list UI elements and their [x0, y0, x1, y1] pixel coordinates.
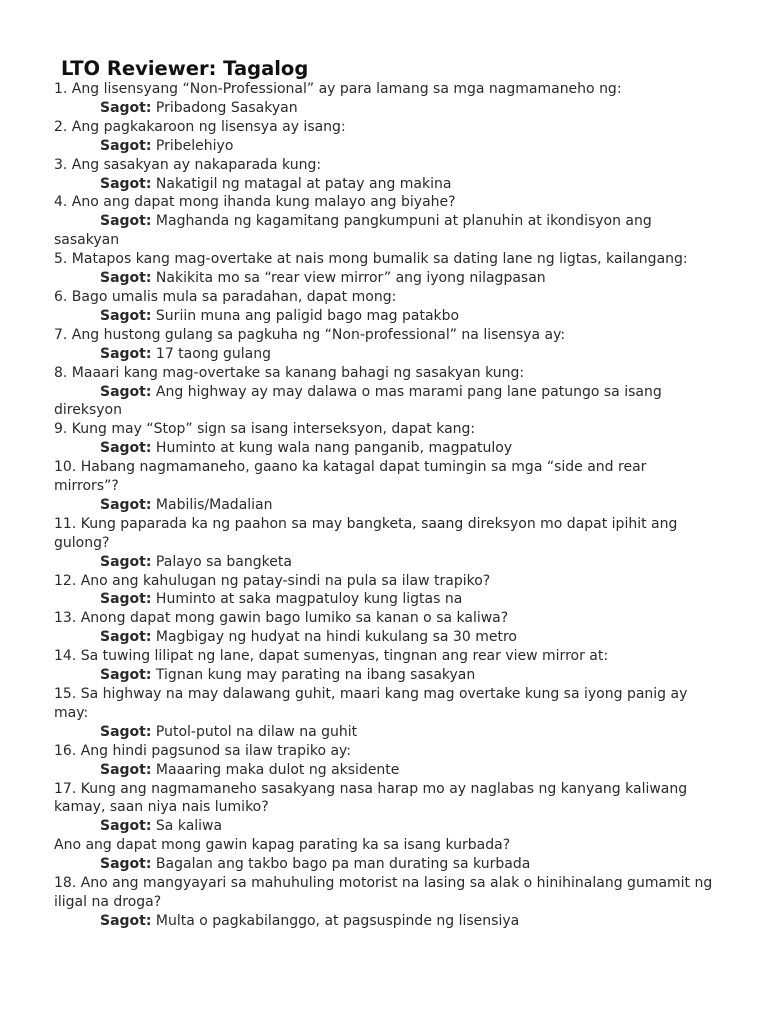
- answer-label: Sagot:: [100, 345, 152, 362]
- question: 18. Ano ang mangyayari sa mahuhuling motorist na lasing sa alak o hinihinalang gumamit ng iligal na droga?: [54, 875, 713, 910]
- question: 9. Kung may “Stop” sign sa isang interseksyon, dapat kang:: [54, 421, 476, 438]
- question: 8. Maaari kang mag-overtake sa kanang bahagi ng sasakyan kung:: [54, 364, 525, 381]
- answer-label: Sagot:: [100, 496, 152, 513]
- question: 14. Sa tuwing lilipat ng lane, dapat sumenyas, tingnan ang rear view mirror at:: [54, 648, 609, 665]
- question: 3. Ang sasakyan ay nakaparada kung:: [54, 156, 322, 173]
- answer-label: Sagot:: [100, 553, 152, 570]
- answer-text: Huminto at saka magpatuloy kung ligtas na: [155, 591, 463, 608]
- answer-text: Multa o pagkabilanggo, at pagsuspinde ng lisensiya: [155, 912, 520, 929]
- question: 4. Ano ang dapat mong ihanda kung malayo ang biyahe?: [54, 194, 456, 211]
- page-title: LTO Reviewer: Tagalog: [61, 57, 309, 80]
- answer: [54, 345, 714, 364]
- question: 10. Habang nagmamaneho, gaano ka katagal dapat tumingin sa mga “side and rear mirrors”?: [54, 459, 647, 495]
- answer: [54, 137, 714, 156]
- question: 7. Ang hustong gulang sa pagkuha ng “Non-professional” na lisensya ay:: [54, 326, 566, 343]
- answer-text: Magbigay ng hudyat na hindi kukulang sa 30 metro: [155, 629, 517, 646]
- answer-text: Nakatigil ng matagal at patay ang makina: [155, 175, 452, 192]
- question: Ano ang dapat mong gawin kapag parating ka sa isang kurbada?: [54, 837, 511, 854]
- answer-text: Maghanda ng kagamitang pangkumpuni at planuhin at ikondisyon ang sasakyan: [54, 213, 652, 249]
- answer: [54, 553, 714, 572]
- answer-text: Palayo sa bangketa: [155, 553, 292, 570]
- answer-label: Sagot:: [100, 723, 152, 740]
- answer: [54, 496, 714, 515]
- qa-list: [54, 80, 714, 931]
- question: 1. Ang lisensyang “Non-Professional” ay para lamang sa mga nagmamaneho ng:: [54, 81, 622, 97]
- answer-label: Sagot:: [100, 99, 152, 116]
- answer-label: Sagot:: [100, 213, 152, 230]
- answer-label: Sagot:: [100, 667, 152, 684]
- question: 12. Ano ang kahulugan ng patay-sindi na pula sa ilaw trapiko?: [54, 572, 491, 589]
- answer: [54, 212, 714, 250]
- question: 11. Kung paparada ka ng paahon sa may bangketa, saang direksyon mo dapat ipihit ang gulong?: [54, 515, 678, 551]
- answer-label: Sagot:: [100, 137, 152, 154]
- answer: [54, 175, 714, 194]
- answer-text: Ang highway ay may dalawa o mas marami pang lane patungo sa isang direksyon: [54, 383, 662, 419]
- answer-text: 17 taong gulang: [155, 345, 272, 362]
- answer: [54, 590, 714, 609]
- answer-text: Nakikita mo sa “rear view mirror” ang iyong nilagpasan: [155, 270, 546, 287]
- answer-text: Huminto at kung wala nang panganib, magpatuloy: [155, 440, 513, 457]
- answer-label: Sagot:: [100, 175, 152, 192]
- answer: [54, 817, 714, 836]
- answer-text: Tignan kung may parating na ibang sasakyan: [155, 667, 476, 684]
- answer-label: Sagot:: [100, 307, 152, 324]
- answer: [54, 666, 714, 685]
- answer-label: Sagot:: [100, 818, 152, 835]
- answer-text: Mabilis/Madalian: [155, 496, 273, 513]
- answer-label: Sagot:: [100, 591, 152, 608]
- answer: [54, 269, 714, 288]
- answer-label: Sagot:: [100, 270, 152, 287]
- answer-label: Sagot:: [100, 440, 152, 457]
- answer: [54, 383, 714, 421]
- question: 2. Ang pagkakaroon ng lisensya ay isang:: [54, 118, 346, 135]
- question: 15. Sa highway na may dalawang guhit, maari kang mag overtake kung sa iyong panig ay may:: [54, 686, 688, 721]
- answer-text: Pribelehiyo: [155, 137, 234, 154]
- question: 13. Anong dapat mong gawin bago lumiko sa kanan o sa kaliwa?: [54, 610, 509, 627]
- answer: [54, 99, 714, 118]
- answer-text: Sa kaliwa: [155, 818, 223, 835]
- answer-text: Suriin muna ang paligid bago mag patakbo: [155, 307, 460, 324]
- answer: [54, 855, 714, 874]
- answer-text: Pribadong Sasakyan: [155, 99, 298, 116]
- answer-label: Sagot:: [100, 761, 152, 778]
- answer: [54, 723, 714, 742]
- answer: [54, 761, 714, 780]
- question: 5. Matapos kang mag-overtake at nais mong bumalik sa dating lane ng ligtas, kailangang:: [54, 251, 688, 268]
- answer-text: Maaaring maka dulot ng aksidente: [155, 761, 400, 778]
- answer: [54, 628, 714, 647]
- question: 6. Bago umalis mula sa paradahan, dapat mong:: [54, 288, 397, 305]
- question: 17. Kung ang nagmamaneho sasakyang nasa harap mo ay naglabas ng kanyang kaliwang kamay, saan niya nais lumiko?: [54, 780, 688, 816]
- answer-label: Sagot:: [100, 912, 152, 929]
- answer: [54, 307, 714, 326]
- answer-label: Sagot:: [100, 383, 152, 400]
- answer: [54, 912, 714, 931]
- answer-text: Bagalan ang takbo bago pa man durating sa kurbada: [155, 856, 531, 873]
- answer-label: Sagot:: [100, 856, 152, 873]
- answer: [54, 439, 714, 458]
- answer-label: Sagot:: [100, 629, 152, 646]
- question: 16. Ang hindi pagsunod sa ilaw trapiko ay:: [54, 742, 352, 759]
- answer-text: Putol-putol na dilaw na guhit: [155, 723, 358, 740]
